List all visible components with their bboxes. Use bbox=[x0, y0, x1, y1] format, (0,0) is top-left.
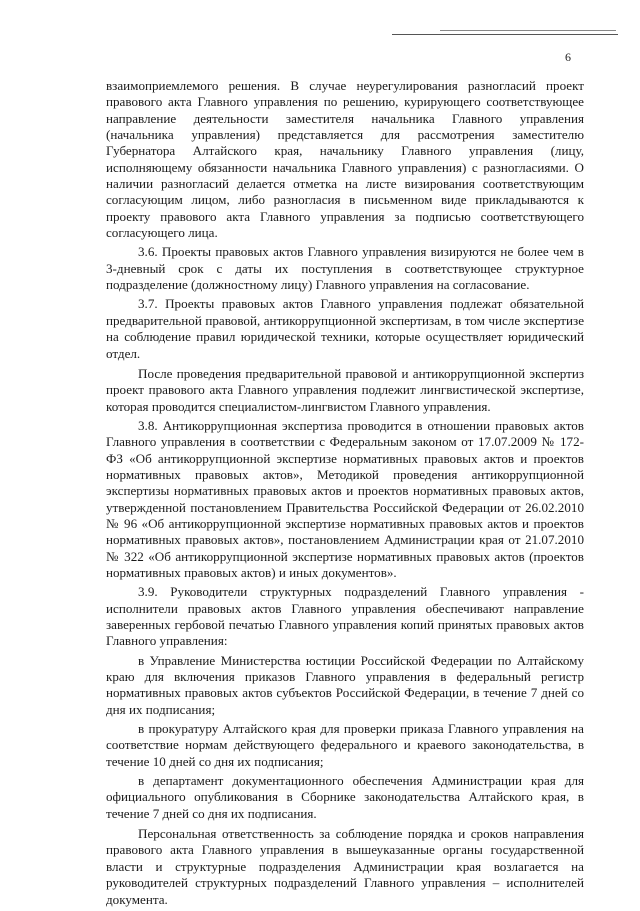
paragraph-3-6: 3.6. Проекты правовых актов Главного управления визируются не более чем в 3-дневный срок с даты их поступления в соответствующее структурное подразделение (должностному лицу) Главного управления на согласование. bbox=[106, 244, 584, 293]
paragraph-3-7: 3.7. Проекты правовых актов Главного управления подлежат обязательной предварительной правовой, антикоррупционной экспертизам, в том числе экспертизе на соблюдение правил юридической техники, которые осуществляет юридический отдел. bbox=[106, 296, 584, 361]
paragraph-3-8: 3.8. Антикоррупционная экспертиза проводится в отношении правовых актов Главного управления в соответствии с Федеральным законом от 17.07.2009 № 172-ФЗ «Об антикоррупционной экспертизе нормативных правовых актов и проектов нормативных правовых актов», Методикой проведения антикоррупционной экспертизы нормативных правовых актов и проектов нормативных правовых актов, утвержденной постановлением Правительства Российской Федерации от 26.02.2010 № 96 «Об антикоррупционной экспертизе нормативных правовых актов и проектов нормативных правовых актов», постановлением Администрации края от 21.07.2010 № 322 «Об антикоррупционной экспертизе нормативных правовых актов (проектов нормативных правовых актов) и иных документов». bbox=[106, 417, 584, 580]
paragraph-linguistic-expertise: После проведения предварительной правовой и антикоррупционной экспертиз проект правового акта Главного управления подлежит лингвистической экспертизе, которая проводится специалистом-лингвистом Главного управления. bbox=[106, 365, 584, 414]
paragraph-continuation: взаимоприемлемого решения. В случае неурегулирования разногласий проект правового акта Главного управления по решению, курирующего соответствующее направление деятельности заместителя начальника Главного управления (начальника управления) представляется для рассмотрения заместителю Губернатора Алтайского края, начальнику Главного управления (лицу, исполняющему обязанности начальника Главного управления) с разногласиями. О наличии разногласий делается отметка на листе визирования соответствующим согласующим лицом, либо разногласия в письменном виде прикладываются к проекту правового акта Главного управления за подписью соответствующего согласующего лица. bbox=[106, 78, 584, 241]
paragraph-prosecutor: в прокуратуру Алтайского края для проверки приказа Главного управления на соответствие нормам действующего федерального и краевого законодательства, в течение 10 дней со дня их подписания; bbox=[106, 721, 584, 769]
page-number: 6 bbox=[565, 50, 571, 64]
paragraph-responsibility: Персональная ответственность за соблюдение порядка и сроков направления правового акта Главного управления в вышеуказанные органы государственной власти и структурные подразделения Администрации края возлагается на руководителей структурных подразделений Главного управления – исполнителей документа. bbox=[106, 826, 584, 907]
paragraph-ministry-of-justice: в Управление Министерства юстиции Российской Федерации по Алтайскому краю для включения приказов Главного управления в федеральный регистр нормативных правовых актов субъектов Российской Федерации, в течение 7 дней со дня их подписания; bbox=[106, 652, 584, 717]
header-rule bbox=[392, 34, 618, 35]
paragraph-documentation-department: в департамент документационного обеспечения Администрации края для официального опубликования в Сборнике законодательства Алтайского края, в течение 7 дней со дня их подписания. bbox=[106, 773, 584, 821]
document-body bbox=[106, 78, 584, 911]
paragraph-3-9: 3.9. Руководители структурных подразделений Главного управления - исполнители правовых актов Главного управления обеспечивают направление заверенных гербовой печатью Главного управления копий принятых правовых актов Главного управления: bbox=[106, 584, 584, 649]
header-rule-top bbox=[440, 30, 616, 31]
